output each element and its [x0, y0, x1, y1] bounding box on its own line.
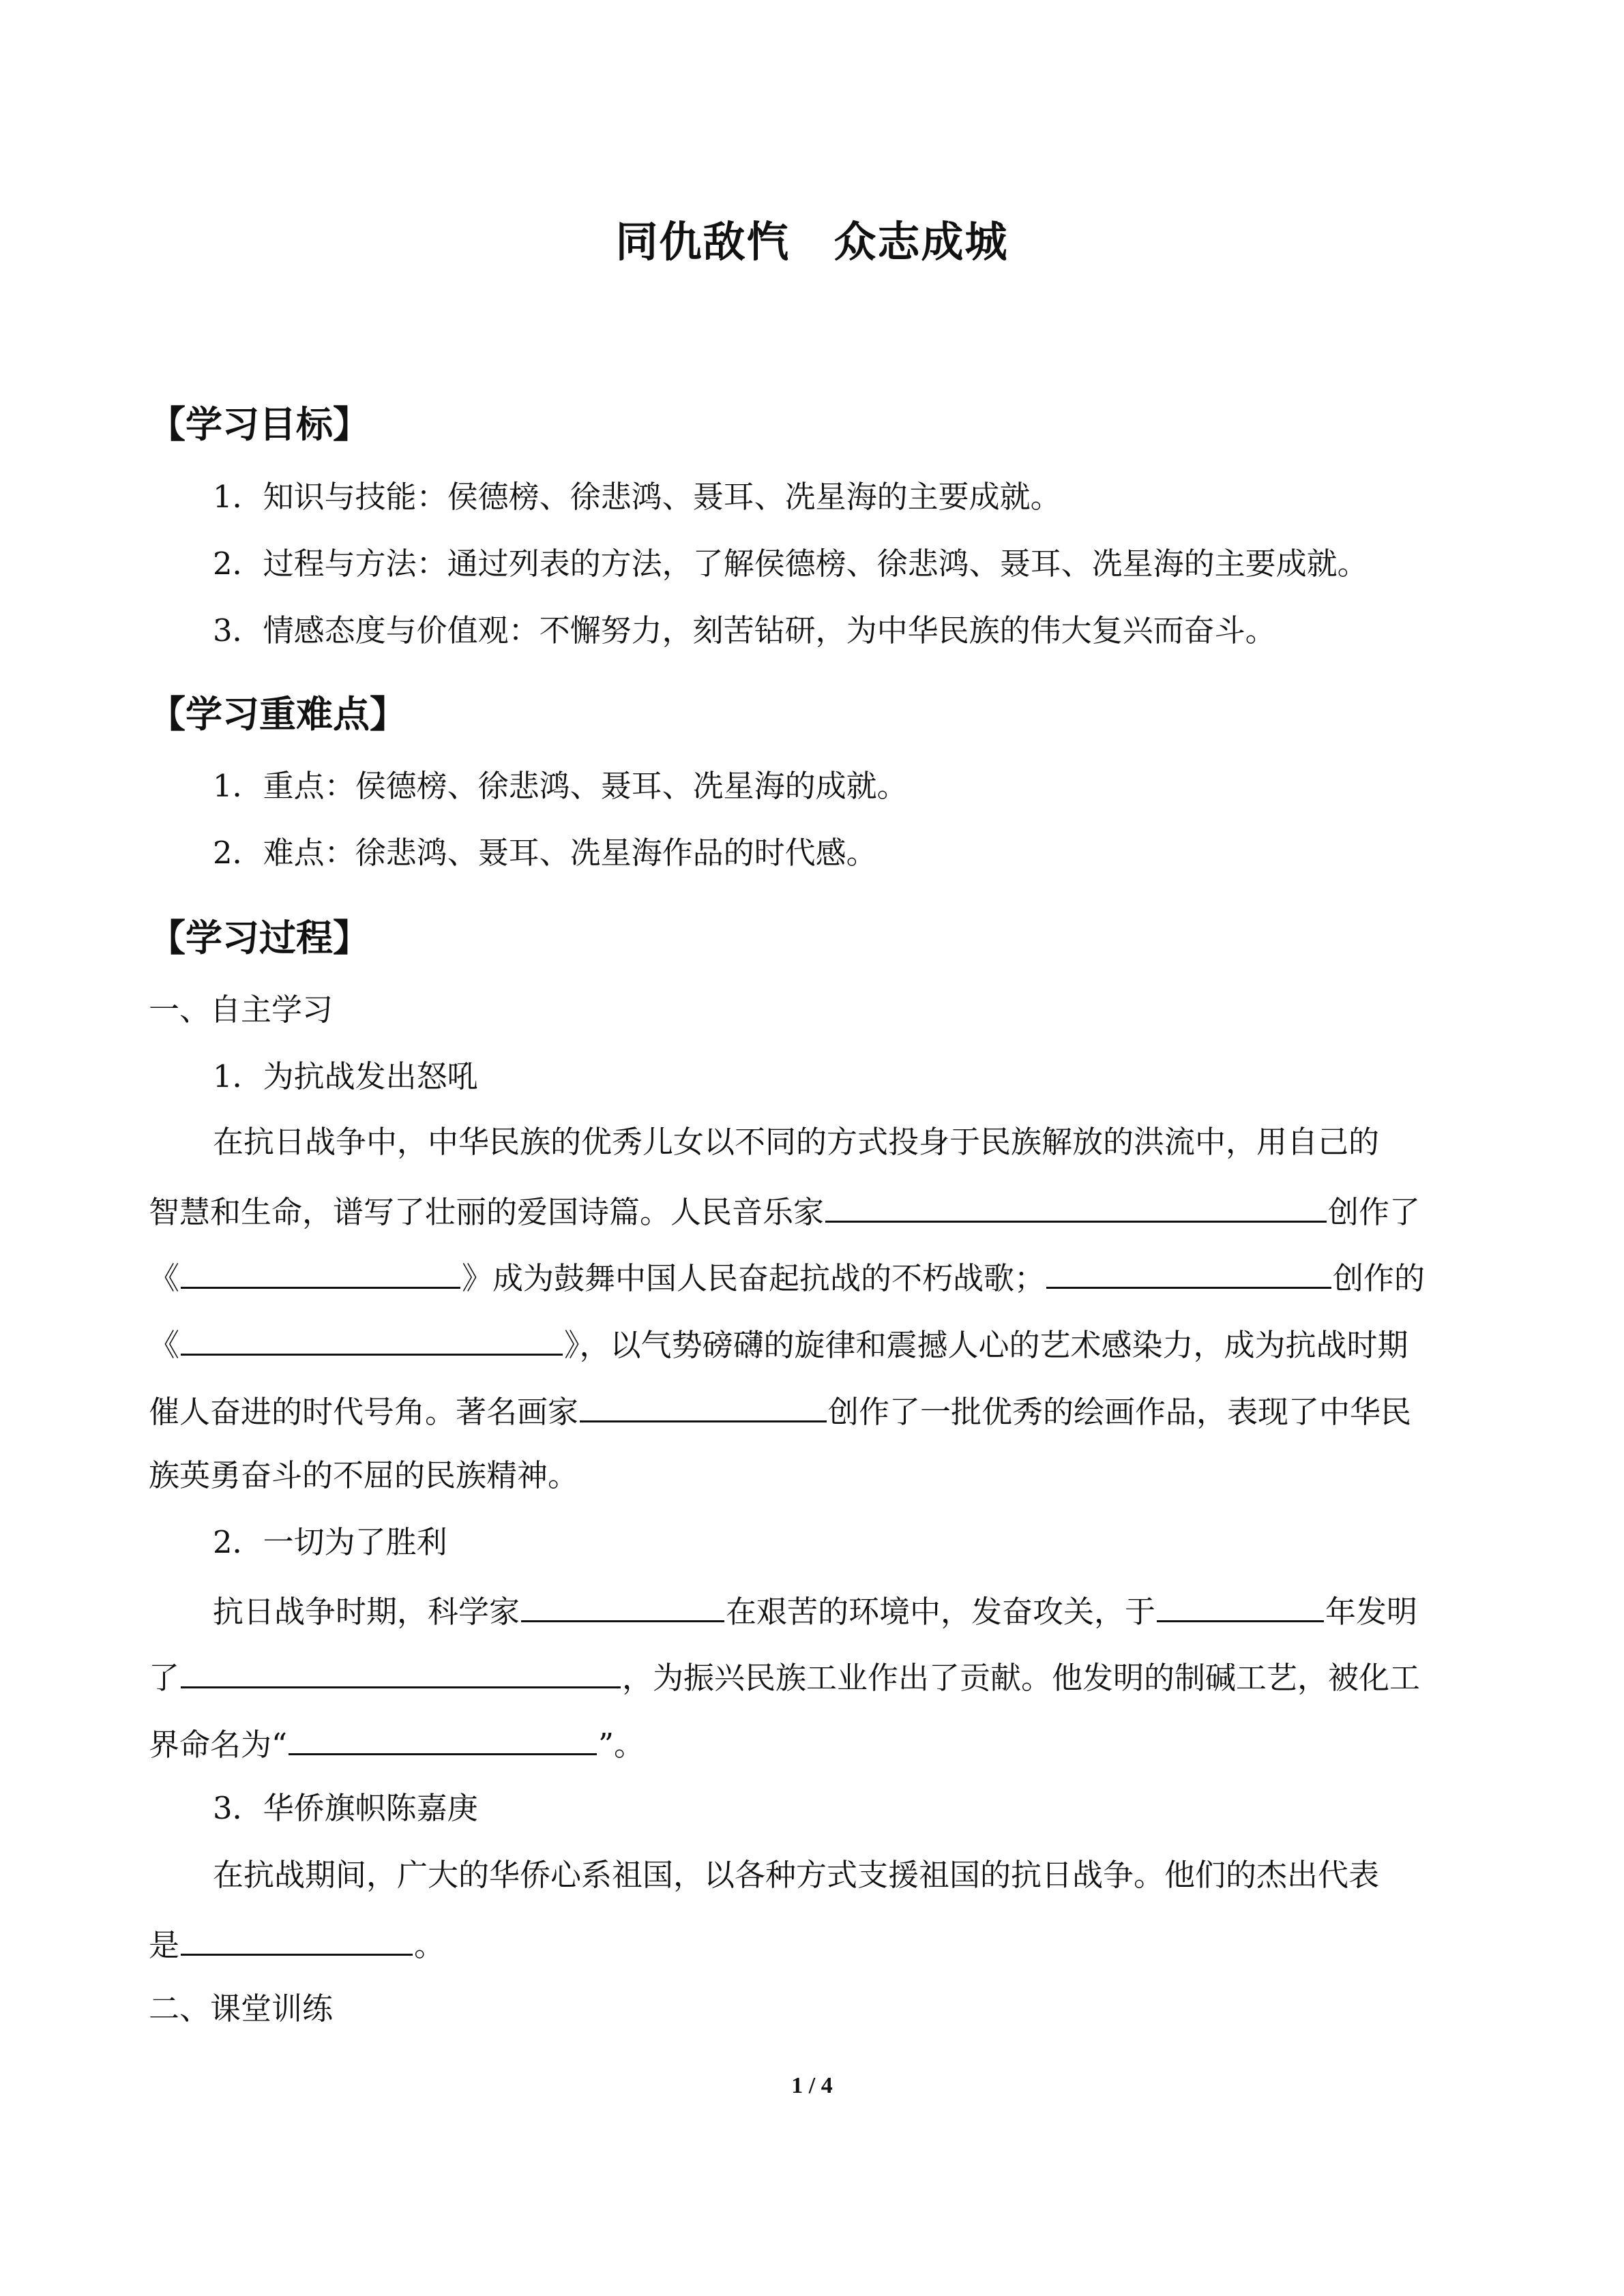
sub3-text-1: 在抗战期间，广大的华侨心系祖国，以各种方式支援祖国的抗日战争。他们的杰出代表 [213, 1857, 1380, 1893]
sub2-text-3: 界命名为“ ”。 [149, 1727, 645, 1763]
page-number: 1 / 4 [791, 2073, 833, 2098]
title-part-2: 众志成城 [833, 217, 1009, 267]
blank-musician-2[interactable] [1046, 1259, 1331, 1289]
sub1-text-1: 在抗日战争中，中华民族的优秀儿女以不同的方式投身于民族解放的洪流中，用自己的 [213, 1124, 1380, 1160]
sub1-text-3: 《 》成为鼓舞中国人民奋起抗战的不朽战歌； 创作的 [149, 1260, 1426, 1296]
objective-item-1: 1．知识与技能：侯德榜、徐悲鸿、聂耳、冼星海的主要成就。 [213, 479, 1061, 515]
sub3-title: 3．华侨旗帜陈嘉庚 [213, 1790, 478, 1826]
key-point-item-2: 2．难点：徐悲鸿、聂耳、冼星海作品的时代感。 [213, 835, 877, 871]
sub1-text-6: 族英勇奋斗的不屈的民族精神。 [149, 1457, 579, 1493]
blank-scientist[interactable] [521, 1593, 724, 1622]
key-point-item-1: 1．重点：侯德榜、徐悲鸿、聂耳、冼星海的成就。 [213, 768, 908, 804]
sub1-text-2: 智慧和生命，谱写了壮丽的爱国诗篇。人民音乐家 创作了 [149, 1194, 1421, 1230]
sub2-title: 2．一切为了胜利 [213, 1524, 447, 1560]
sub1-text-4: 《 》，以气势磅礴的旋律和震撼人心的艺术感染力，成为抗战时期 [149, 1327, 1408, 1363]
blank-song-1[interactable] [181, 1259, 460, 1289]
blank-song-2[interactable] [181, 1326, 563, 1356]
sub2-text-2: 了 ，为振兴民族工业作出了贡献。他发明的制碱工艺，被化工 [149, 1660, 1421, 1696]
objective-item-2: 2．过程与方法：通过列表的方法，了解侯德榜、徐悲鸿、聂耳、冼星海的主要成就。 [213, 546, 1368, 582]
part-class-training: 二、课堂训练 [149, 1991, 334, 2027]
blank-painter[interactable] [580, 1393, 827, 1422]
blank-process-name[interactable] [289, 1726, 597, 1755]
sub3-text-2: 是 。 [149, 1927, 445, 1963]
blank-invention[interactable] [181, 1659, 621, 1688]
title-part-1: 同仇敌忾 [615, 217, 791, 267]
key-points-heading: 【学习重难点】 [149, 693, 407, 736]
sub1-text-5: 催人奋进的时代号角。著名画家 创作了一批优秀的绘画作品，表现了中华民 [149, 1394, 1412, 1430]
blank-musician-1[interactable] [825, 1193, 1327, 1223]
part-self-study: 一、自主学习 [149, 992, 334, 1028]
blank-year[interactable] [1157, 1593, 1324, 1622]
sub2-text-1: 抗日战争时期，科学家 在艰苦的环境中，发奋攻关，于 年发明 [213, 1594, 1418, 1630]
blank-representative[interactable] [181, 1926, 413, 1956]
sub1-title: 1．为抗战发出怒吼 [213, 1058, 478, 1094]
objective-item-3: 3．情感态度与价值观：不懈努力，刻苦钻研，为中华民族的伟大复兴而奋斗。 [213, 612, 1276, 648]
process-heading: 【学习过程】 [149, 916, 370, 959]
page-title [0, 208, 1624, 269]
objectives-heading: 【学习目标】 [149, 403, 370, 446]
